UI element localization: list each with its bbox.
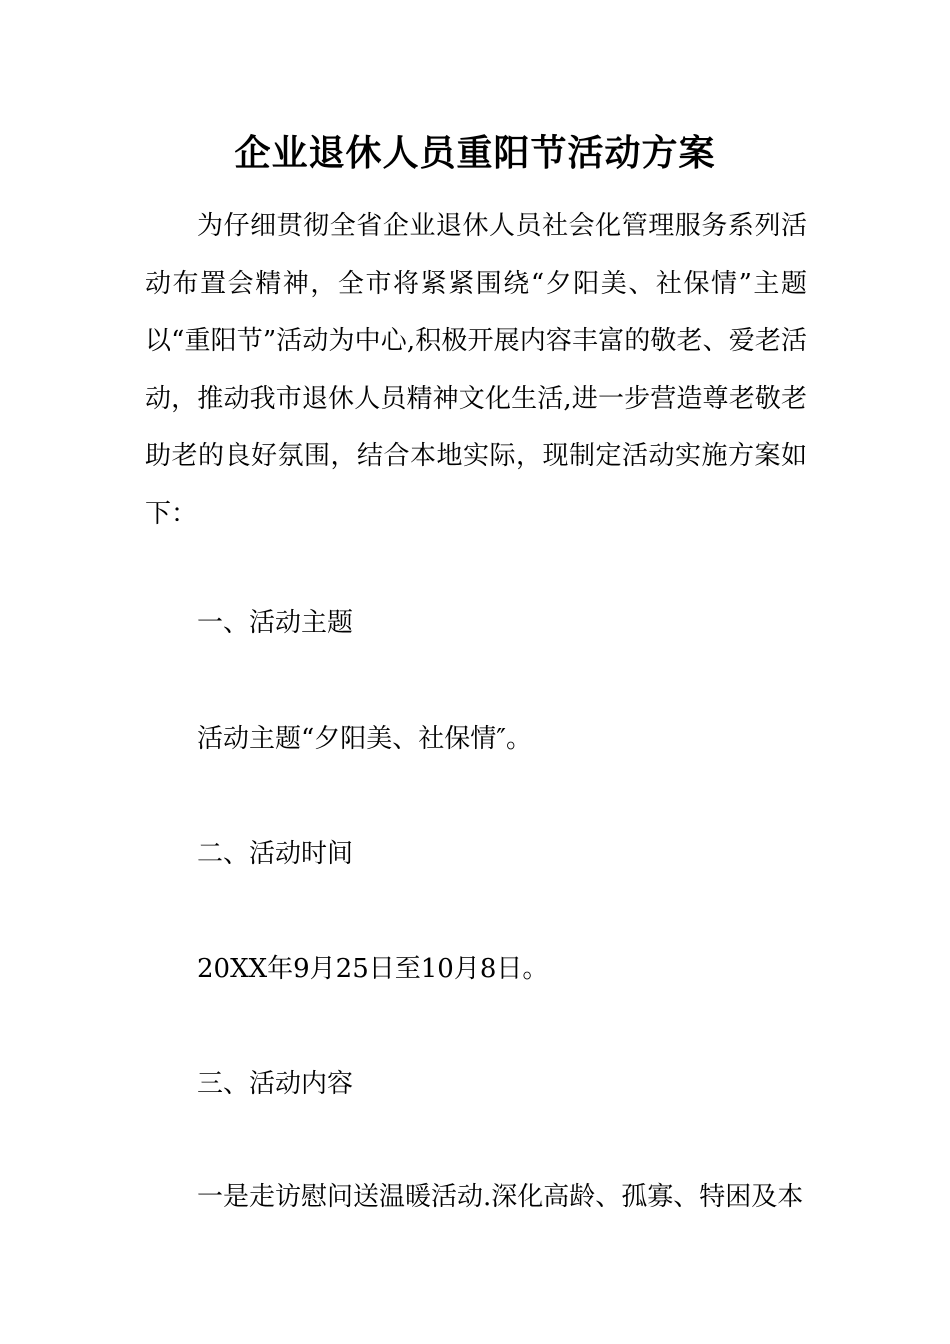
section-heading-content: 三、活动内容 [197,1069,354,1099]
intro-paragraph: 为仔细贯彻全省企业退休人员社会化管理服务系列活动布置会精神，全市将紧紧围绕“夕阳美、社保情”主题以“重阳节”活动为中心,积极开展内容丰富的敬老、爱老活动，推动我市退休人员精神文化生活,进一步营造尊老敬老助老的良好氛围，结合本地实际，现制定活动实施方案如下： [145,211,807,529]
section-body-time: 20XX年9月25日至10月8日。 [197,954,549,984]
section-body-content: 一是走访慰问送温暖活动.深化高龄、孤寡、特困及本 [197,1182,804,1212]
section-heading-theme: 一、活动主题 [197,608,354,638]
section-heading-time: 二、活动时间 [197,839,354,869]
document-title: 企业退休人员重阳节活动方案 [234,132,716,174]
section-body-theme: 活动主题“夕阳美、社保情″。 [197,724,533,754]
